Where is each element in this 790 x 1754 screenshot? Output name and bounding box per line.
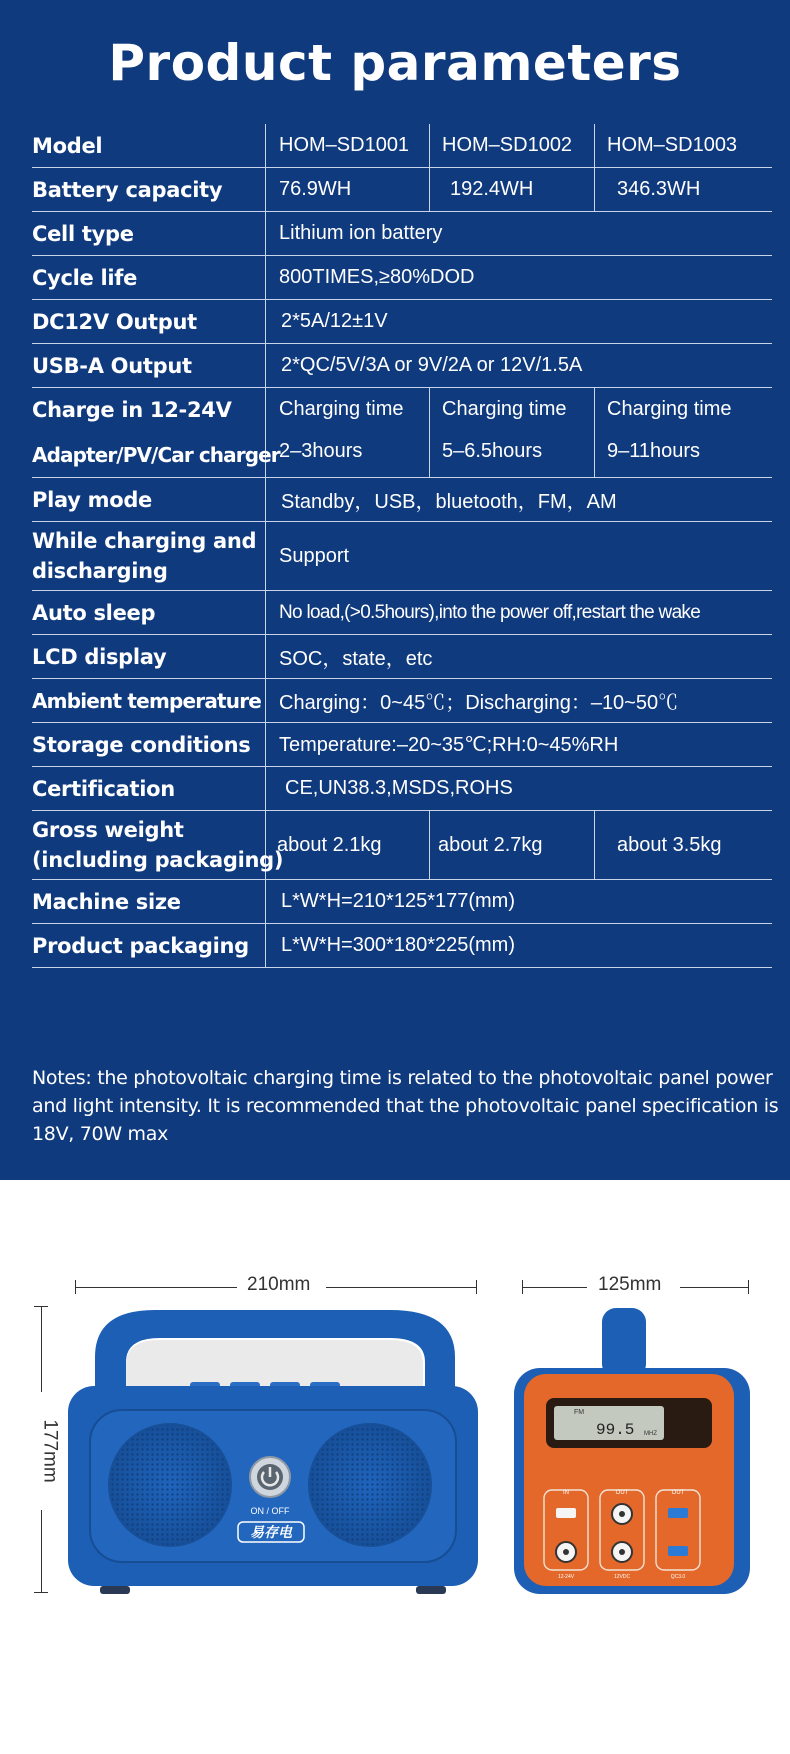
dc12v-value: 2*5A/12±1V xyxy=(281,310,388,332)
port-label-in: IN xyxy=(563,1490,569,1496)
row-label: LCD display xyxy=(32,635,266,678)
cycle-life-value: 800TIMES,≥80%DOD xyxy=(279,266,475,288)
port-label-out: OUT xyxy=(671,1490,685,1496)
model-3: HOM–SD1003 xyxy=(594,124,772,167)
table-row xyxy=(32,344,772,388)
battery-3: 346.3WH xyxy=(594,168,772,211)
row-label: Cell type xyxy=(32,212,266,255)
port-label-dc-in: 12-24V xyxy=(557,1574,575,1580)
table-row xyxy=(32,880,772,924)
row-label: discharging xyxy=(32,559,168,583)
port-label-out: OUT xyxy=(615,1490,629,1496)
row-label: DC12V Output xyxy=(32,300,266,343)
table-row xyxy=(32,591,772,635)
table-row xyxy=(32,478,772,522)
dimension-line xyxy=(41,1510,42,1592)
row-label: Storage conditions xyxy=(32,723,266,766)
row-label: USB-A Output xyxy=(32,344,266,387)
table-row xyxy=(32,811,772,880)
dimension-line xyxy=(326,1287,476,1288)
ambient-temperature-value: Charging：0~45℃；Discharging：–10~50℃ xyxy=(279,692,679,714)
height-dimension: 177mm xyxy=(39,1419,61,1483)
gross-weight-1: about 2.1kg xyxy=(277,833,382,856)
width-dimension: 210mm xyxy=(247,1274,311,1295)
row-label: Model xyxy=(32,124,266,167)
table-row xyxy=(32,723,772,767)
dimension-tick xyxy=(34,1592,48,1593)
dimension-tick xyxy=(748,1280,749,1294)
table-row xyxy=(32,522,772,591)
row-label: Certification xyxy=(32,767,266,810)
charge-time-label: Charging time xyxy=(442,398,567,420)
qc-usb-port-icon xyxy=(668,1508,688,1518)
row-label: Cycle life xyxy=(32,256,266,299)
dimension-line xyxy=(522,1287,587,1288)
table-row xyxy=(32,256,772,300)
table-row xyxy=(32,767,772,811)
qc-usb-port-icon xyxy=(668,1546,688,1556)
table-row xyxy=(32,124,772,168)
model-2: HOM–SD1002 xyxy=(429,124,594,167)
row-label: Charge in 12-24V xyxy=(32,398,232,423)
brand-logo: 易存电 xyxy=(250,1525,292,1541)
storage-conditions-value: Temperature:–20~35℃;RH:0~45%RH xyxy=(279,734,619,756)
table-row xyxy=(32,212,772,256)
page-title: Product parameters xyxy=(108,34,682,92)
dimension-line xyxy=(41,1306,42,1392)
power-station-side-view xyxy=(506,1302,766,1602)
charge-hours: 9–11hours xyxy=(607,440,701,462)
spec-table xyxy=(32,124,772,1044)
lcd-display-value: SOC，state，etc xyxy=(279,648,433,670)
row-label: (including packaging) xyxy=(32,848,284,872)
row-label: Battery capacity xyxy=(32,168,266,211)
gross-weight-2: about 2.7kg xyxy=(429,811,594,879)
battery-2: 192.4WH xyxy=(429,168,594,211)
power-label: ON / OFF xyxy=(250,1506,290,1516)
charge-hours: 2–3hours xyxy=(279,440,363,462)
usb-port-icon xyxy=(556,1508,576,1518)
dimension-line xyxy=(75,1287,237,1288)
port-label-dc-out: 12VDC xyxy=(613,1574,631,1580)
table-row xyxy=(32,300,772,344)
power-station-front-view xyxy=(60,1302,490,1602)
usba-value: 2*QC/5V/3A or 9V/2A or 12V/1.5A xyxy=(281,354,583,376)
row-label: While charging and xyxy=(32,529,257,553)
charge-time-label: Charging time xyxy=(607,398,732,420)
row-label: Product packaging xyxy=(32,924,266,967)
row-label: Adapter/PV/Car charger xyxy=(32,442,280,467)
row-label: Auto sleep xyxy=(32,591,266,634)
packaging-value: L*W*H=300*180*225(mm) xyxy=(281,934,516,956)
model-1: HOM–SD1001 xyxy=(279,134,410,156)
table-row xyxy=(32,679,772,723)
table-row xyxy=(32,388,772,478)
product-dimensions-section xyxy=(0,1180,790,1754)
lcd-value: 99.5 xyxy=(596,1421,635,1439)
certification-value: CE,UN38.3,MSDS,ROHS xyxy=(285,777,513,799)
port-label-qc: QC3.0 xyxy=(670,1574,686,1580)
battery-1: 76.9WH xyxy=(279,178,352,200)
table-row xyxy=(32,168,772,212)
charge-hours: 5–6.5hours xyxy=(442,440,543,462)
notes-text: Notes: the photovoltaic charging time is related to the photovoltaic panel power and light intensity. It is recommended that the photovoltaic panel specification is 18V, 70W max xyxy=(32,1067,779,1145)
machine-size-value: L*W*H=210*125*177(mm) xyxy=(281,890,516,912)
lcd-band: FM xyxy=(574,1409,585,1416)
gross-weight-3: about 3.5kg xyxy=(594,811,772,879)
row-label: Play mode xyxy=(32,478,266,521)
lcd-unit: MHZ xyxy=(644,1431,657,1437)
table-row xyxy=(32,924,772,968)
dimension-line xyxy=(680,1287,748,1288)
depth-dimension: 125mm xyxy=(598,1274,662,1295)
row-label: Machine size xyxy=(32,880,266,923)
row-label: Ambient temperature xyxy=(32,679,266,722)
carry-handle-side xyxy=(602,1308,646,1378)
row-label: Gross weight xyxy=(32,818,184,842)
while-charging-value: Support xyxy=(279,544,350,567)
table-row xyxy=(32,635,772,679)
charge-time-label: Charging time xyxy=(279,398,404,420)
cell-type-value: Lithium ion battery xyxy=(279,222,443,244)
auto-sleep-value: No load,(>0.5hours),into the power off,restart the wake xyxy=(279,601,701,623)
play-mode-value: Standby，USB，bluetooth，FM，AM xyxy=(281,491,617,513)
dimension-tick xyxy=(476,1280,477,1294)
